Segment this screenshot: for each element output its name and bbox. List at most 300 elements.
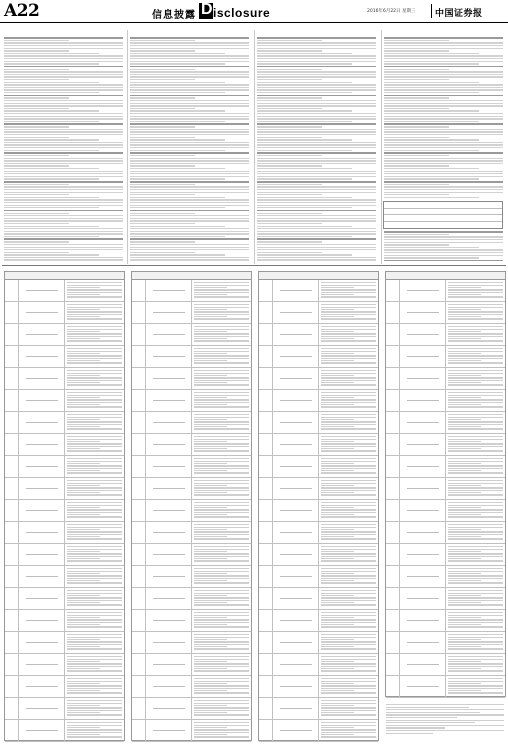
table-row — [5, 280, 124, 302]
row-index-cell — [5, 302, 19, 323]
name-cell — [400, 544, 447, 565]
text-line — [4, 142, 123, 143]
table-block-3 — [258, 271, 379, 741]
name-cell — [273, 500, 320, 521]
detail-cell — [319, 478, 378, 499]
text-line — [4, 87, 123, 88]
row-index-cell — [132, 390, 146, 411]
text-line — [4, 74, 123, 75]
row-index-cell — [386, 544, 400, 565]
text-line — [257, 249, 376, 250]
text-line — [257, 228, 376, 229]
text-line — [257, 168, 352, 169]
table-row — [132, 566, 251, 588]
text-line — [130, 53, 225, 54]
table-row — [5, 610, 124, 632]
text-line — [4, 63, 99, 64]
text-line — [4, 129, 123, 130]
text-line — [130, 92, 225, 93]
name-cell — [146, 632, 193, 653]
text-line — [384, 231, 503, 233]
text-line — [4, 226, 99, 227]
table-header-cell — [191, 272, 251, 279]
text-line — [384, 45, 503, 46]
name-cell — [19, 566, 66, 587]
text-line — [4, 259, 123, 260]
table-row — [259, 654, 378, 676]
text-line — [257, 110, 352, 111]
row-index-cell — [132, 280, 146, 301]
text-line — [130, 58, 249, 59]
detail-cell — [446, 588, 505, 609]
text-line — [4, 197, 99, 198]
text-line — [4, 55, 123, 56]
text-line — [257, 100, 376, 101]
text-line — [257, 231, 376, 232]
table-row — [5, 434, 124, 456]
table-row — [259, 390, 378, 412]
text-line — [384, 252, 503, 253]
name-cell — [146, 280, 193, 301]
text-line — [4, 215, 123, 216]
detail-cell — [319, 654, 378, 675]
detail-cell — [319, 676, 378, 697]
name-cell — [19, 544, 66, 565]
name-cell — [273, 434, 320, 455]
text-line — [257, 84, 376, 85]
text-line — [4, 84, 123, 85]
text-line — [130, 142, 249, 143]
table-header-cell — [445, 272, 505, 279]
row-index-cell — [132, 698, 146, 719]
detail-cell — [446, 368, 505, 389]
detail-cell — [319, 302, 378, 323]
text-line — [4, 205, 123, 206]
table-row — [259, 632, 378, 654]
text-line — [257, 108, 322, 109]
table-header-cell — [399, 272, 445, 279]
name-cell — [400, 588, 447, 609]
table-row — [5, 302, 124, 324]
text-line — [4, 236, 99, 237]
row-index-cell — [132, 676, 146, 697]
text-line — [130, 116, 249, 117]
row-index-cell — [259, 368, 273, 389]
row-index-cell — [386, 632, 400, 653]
text-line — [4, 71, 123, 72]
text-line — [384, 123, 503, 125]
text-line — [257, 254, 352, 255]
row-index-cell — [5, 390, 19, 411]
text-line — [4, 158, 123, 159]
detail-cell — [319, 412, 378, 433]
row-index-cell — [5, 610, 19, 631]
text-line — [130, 147, 249, 148]
text-line — [130, 45, 249, 46]
row-index-cell — [5, 588, 19, 609]
table-row — [5, 456, 124, 478]
name-cell — [146, 456, 193, 477]
text-line — [384, 257, 479, 258]
text-line — [130, 137, 195, 138]
row-index-cell — [132, 346, 146, 367]
name-cell — [19, 390, 66, 411]
text-line — [4, 247, 123, 248]
text-line — [384, 76, 503, 77]
detail-cell — [65, 412, 124, 433]
table-row — [5, 588, 124, 610]
row-index-cell — [132, 302, 146, 323]
text-line — [384, 82, 479, 83]
text-line — [130, 257, 249, 258]
text-line — [384, 192, 503, 193]
text-line — [130, 226, 225, 227]
text-line — [130, 139, 225, 140]
masthead — [0, 0, 508, 23]
row-index-cell — [5, 500, 19, 521]
text-line — [130, 165, 195, 166]
text-line — [257, 82, 352, 83]
text-line — [257, 207, 352, 208]
name-cell — [19, 698, 66, 719]
row-index-cell — [5, 346, 19, 367]
row-index-cell — [5, 632, 19, 653]
text-line — [257, 247, 376, 248]
text-line — [4, 69, 69, 70]
name-cell — [273, 566, 320, 587]
text-line — [4, 160, 123, 161]
text-line — [384, 89, 503, 90]
table-header — [5, 272, 124, 280]
detail-cell — [446, 324, 505, 345]
text-line — [4, 108, 69, 109]
table-row — [386, 566, 505, 588]
text-line — [257, 213, 322, 214]
table-row — [132, 676, 251, 698]
text-line — [130, 207, 225, 208]
table-header-cell — [259, 272, 272, 279]
text-line — [257, 134, 376, 135]
name-cell — [19, 632, 66, 653]
name-cell — [146, 544, 193, 565]
table-row — [386, 412, 505, 434]
text-line — [130, 129, 249, 130]
text-line — [384, 87, 503, 88]
table-row — [5, 720, 124, 742]
detail-cell — [192, 500, 251, 521]
text-line — [257, 55, 376, 56]
text-line — [4, 113, 123, 114]
text-line — [130, 113, 249, 114]
text-line — [130, 184, 195, 185]
text-line — [4, 241, 69, 242]
text-line — [130, 197, 225, 198]
text-line — [4, 116, 123, 117]
row-index-cell — [132, 434, 146, 455]
table-row — [132, 434, 251, 456]
footer-note — [386, 704, 504, 735]
text-line — [257, 192, 376, 193]
text-line — [130, 168, 225, 169]
text-line — [384, 186, 503, 187]
row-index-cell — [259, 412, 273, 433]
row-index-cell — [386, 412, 400, 433]
table-row — [259, 698, 378, 720]
table-row — [5, 522, 124, 544]
text-line — [4, 252, 69, 253]
row-index-cell — [5, 368, 19, 389]
text-line — [130, 178, 225, 179]
text-line — [4, 210, 123, 212]
name-cell — [146, 346, 193, 367]
table-row — [132, 610, 251, 632]
table-row — [5, 324, 124, 346]
name-cell — [400, 368, 447, 389]
text-line — [4, 173, 123, 174]
text-line — [384, 150, 479, 151]
row-index-cell — [386, 676, 400, 697]
detail-cell — [446, 610, 505, 631]
text-line — [130, 89, 249, 90]
row-index-cell — [132, 456, 146, 477]
table-row — [386, 544, 505, 566]
name-cell — [146, 610, 193, 631]
text-line — [384, 181, 503, 183]
table-row — [132, 478, 251, 500]
text-line — [4, 131, 123, 132]
row-index-cell — [259, 522, 273, 543]
row-index-cell — [386, 566, 400, 587]
text-line — [384, 103, 503, 104]
detail-cell — [446, 566, 505, 587]
row-index-cell — [259, 566, 273, 587]
table-row — [5, 544, 124, 566]
row-index-cell — [5, 280, 19, 301]
table-row — [386, 280, 505, 302]
text-line — [384, 247, 479, 248]
row-index-cell — [132, 368, 146, 389]
text-line — [257, 121, 352, 122]
name-cell — [146, 588, 193, 609]
row-index-cell — [386, 368, 400, 389]
row-index-cell — [259, 324, 273, 345]
text-line — [257, 202, 376, 203]
name-cell — [273, 676, 320, 697]
text-line — [257, 220, 376, 221]
name-cell — [146, 368, 193, 389]
text-line — [4, 186, 123, 187]
column-rule — [381, 30, 382, 264]
detail-cell — [65, 478, 124, 499]
text-line — [257, 223, 322, 224]
text-line — [384, 69, 449, 70]
detail-cell — [319, 610, 378, 631]
table-row — [386, 478, 505, 500]
row-index-cell — [259, 676, 273, 697]
detail-cell — [192, 720, 251, 741]
detail-cell — [319, 280, 378, 301]
text-line — [4, 192, 123, 193]
text-line — [257, 113, 376, 114]
text-line — [4, 105, 123, 106]
text-line — [130, 163, 249, 164]
table-header-cell — [272, 272, 318, 279]
name-cell — [273, 588, 320, 609]
text-line — [257, 48, 376, 49]
detail-cell — [192, 324, 251, 345]
text-line — [4, 207, 99, 208]
text-line — [130, 218, 249, 219]
text-line — [384, 147, 503, 148]
row-index-cell — [259, 456, 273, 477]
text-line — [384, 194, 449, 195]
detail-cell — [319, 632, 378, 653]
text-line — [257, 89, 376, 90]
table-row — [132, 324, 251, 346]
name-cell — [273, 632, 320, 653]
detail-cell — [65, 522, 124, 543]
name-cell — [400, 324, 447, 345]
text-line — [384, 158, 503, 159]
newspaper-logo: 中国证券报 — [435, 9, 483, 19]
text-line — [130, 134, 249, 135]
text-line — [257, 95, 376, 97]
text-line — [257, 42, 376, 43]
text-line — [130, 176, 249, 177]
table-row — [132, 368, 251, 390]
table-block-2 — [131, 271, 252, 741]
text-line — [384, 61, 503, 62]
detail-cell — [446, 676, 505, 697]
table-row — [5, 368, 124, 390]
table-row — [259, 412, 378, 434]
text-line — [130, 247, 249, 248]
table-row — [259, 720, 378, 742]
text-line — [384, 249, 503, 250]
name-cell — [273, 368, 320, 389]
row-index-cell — [386, 324, 400, 345]
detail-cell — [446, 390, 505, 411]
table-row — [132, 280, 251, 302]
row-index-cell — [5, 720, 19, 741]
name-cell — [19, 588, 66, 609]
table-row — [132, 456, 251, 478]
table-header-cell — [386, 272, 399, 279]
text-column-4-lower — [384, 231, 503, 263]
row-index-cell — [386, 302, 400, 323]
name-cell — [19, 720, 66, 741]
text-line — [384, 152, 503, 154]
detail-cell — [319, 720, 378, 741]
detail-cell — [446, 302, 505, 323]
table-row — [132, 412, 251, 434]
text-column-4 — [384, 37, 503, 199]
text-line — [130, 215, 249, 216]
text-line — [130, 213, 195, 214]
name-cell — [400, 434, 447, 455]
text-line — [130, 74, 249, 75]
table-header-cell — [145, 272, 191, 279]
detail-cell — [192, 456, 251, 477]
text-line — [130, 123, 249, 125]
text-line — [257, 181, 376, 183]
row-index-cell — [386, 654, 400, 675]
text-line — [4, 181, 123, 183]
text-line — [257, 40, 322, 41]
row-index-cell — [132, 720, 146, 741]
text-line — [4, 45, 123, 46]
text-line — [130, 223, 195, 224]
text-line — [130, 121, 225, 122]
row-index-cell — [132, 324, 146, 345]
name-cell — [146, 434, 193, 455]
name-cell — [400, 632, 447, 653]
table-block-1 — [4, 271, 125, 741]
text-line — [130, 42, 249, 43]
table-block-4 — [385, 271, 506, 697]
text-line — [257, 236, 352, 237]
table-row — [259, 610, 378, 632]
table-row — [386, 610, 505, 632]
text-line — [130, 50, 195, 51]
name-cell — [273, 544, 320, 565]
text-line — [130, 37, 249, 39]
text-line — [384, 40, 449, 41]
row-index-cell — [259, 720, 273, 741]
text-line — [130, 71, 249, 72]
text-line — [4, 244, 123, 245]
text-line — [4, 165, 69, 166]
text-line — [130, 66, 249, 68]
row-index-cell — [259, 544, 273, 565]
name-cell — [19, 456, 66, 477]
text-line — [4, 231, 123, 232]
table-row — [259, 324, 378, 346]
text-line — [257, 218, 376, 219]
row-index-cell — [132, 588, 146, 609]
detail-cell — [192, 346, 251, 367]
detail-cell — [65, 280, 124, 301]
text-line — [257, 69, 322, 70]
text-line — [384, 255, 503, 256]
table-row — [5, 500, 124, 522]
name-cell — [19, 434, 66, 455]
text-line — [257, 186, 376, 187]
text-line — [130, 79, 195, 80]
text-line — [257, 160, 376, 161]
text-line — [257, 37, 376, 39]
detail-cell — [192, 522, 251, 543]
table-row — [132, 654, 251, 676]
name-cell — [273, 412, 320, 433]
table-row — [386, 632, 505, 654]
detail-cell — [192, 588, 251, 609]
table-row — [132, 390, 251, 412]
name-cell — [400, 500, 447, 521]
text-line — [4, 53, 99, 54]
text-line — [130, 69, 195, 70]
detail-cell — [65, 698, 124, 719]
detail-cell — [65, 500, 124, 521]
detail-cell — [65, 632, 124, 653]
text-line — [257, 118, 376, 119]
text-line — [4, 123, 123, 125]
table-row — [386, 588, 505, 610]
text-line — [130, 236, 225, 237]
row-index-cell — [132, 654, 146, 675]
text-line — [4, 50, 69, 51]
text-line — [130, 150, 225, 151]
